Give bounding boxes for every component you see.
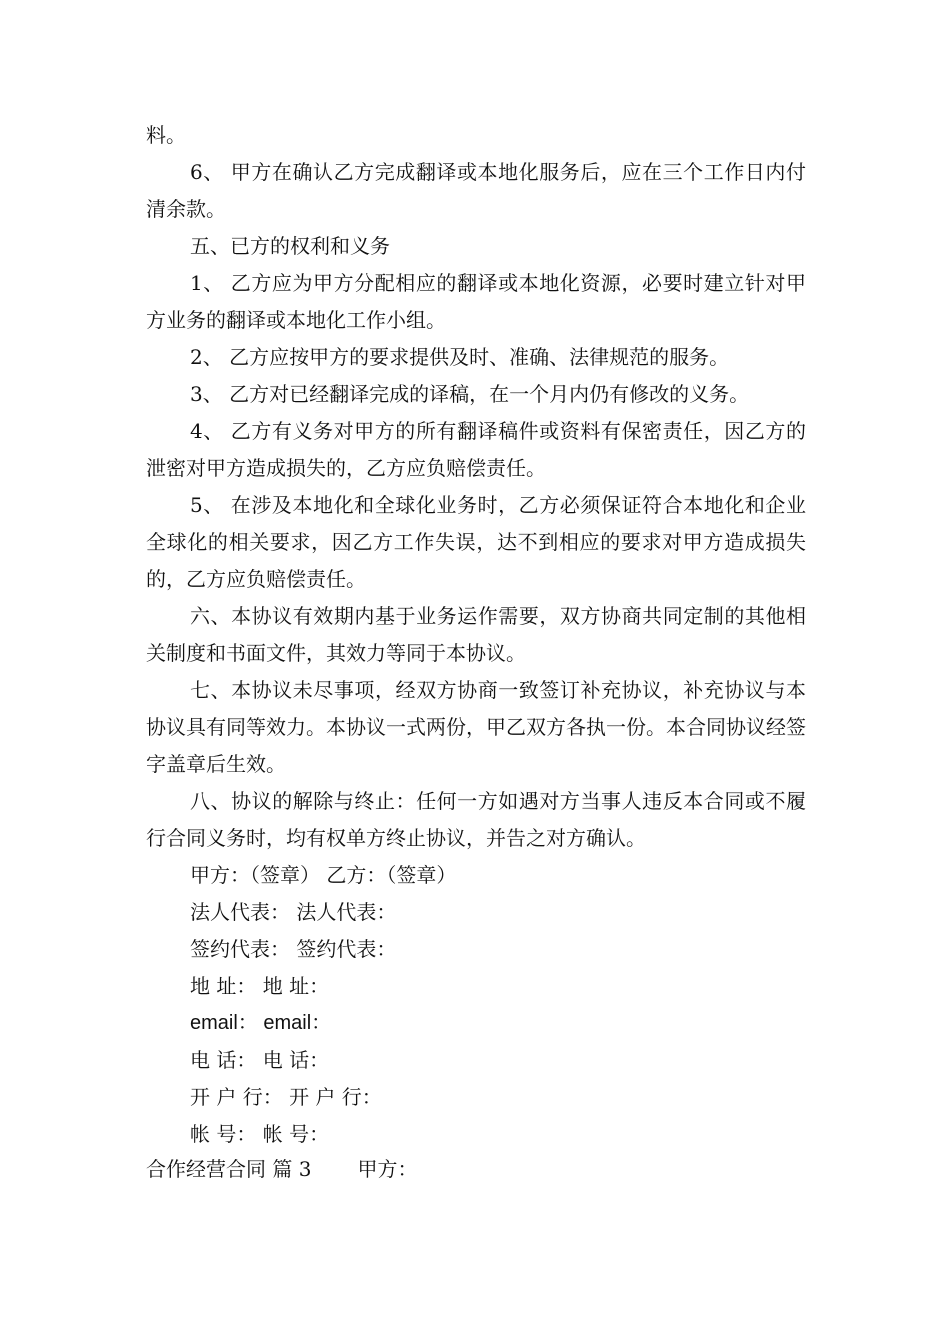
contract-body (146, 117, 806, 1153)
signature-address: 地 址： 地 址： (190, 974, 330, 998)
section-6: 六、本协议有效期内基于业务运作需要，双方协商共同定制的其他相关制度和书面文件，其效力等同于本协议。 (146, 604, 806, 665)
contract-title: 合作经营合同 篇 3 (146, 1157, 312, 1181)
signature-phone: 电 话： 电 话： (190, 1048, 330, 1072)
signature-signing-rep: 签约代表： 签约代表： (190, 937, 397, 961)
section-7: 七、本协议未尽事项，经双方协商一致签订补充协议，补充协议与本协议具有同等效力。本协议一式两份，甲乙双方各执一份。本合同协议经签字盖章后生效。 (146, 678, 806, 776)
paragraph-3: 1、 乙方应为甲方分配相应的翻译或本地化资源，必要时建立针对甲方业务的翻译或本地化工作小组。 (146, 271, 806, 332)
party-a-label: 甲方： (357, 1157, 418, 1181)
paragraph-4: 2、 乙方应按甲方的要求提供及时、准确、法律规范的服务。 (190, 345, 730, 369)
signature-seal-line: 甲方：（签章） 乙方：（签章） (190, 863, 457, 887)
paragraph-5: 3、 乙方对已经翻译完成的译稿，在一个月内仍有修改的义务。 (190, 382, 750, 406)
section-heading-5: 五、已方的权利和义务 (190, 234, 390, 258)
paragraph-7: 5、 在涉及本地化和全球化业务时，乙方必须保证符合本地化和企业全球化的相关要求，因乙方工作失误，达不到相应的要求对甲方造成损失的，乙方应负赔偿责任。 (146, 493, 806, 591)
signature-email: email： email： (190, 1012, 332, 1034)
section-8: 八、协议的解除与终止：任何一方如遇对方当事人违反本合同或不履行合同义务时，均有权单方终止协议，并告之对方确认。 (146, 789, 806, 850)
signature-account: 帐 号： 帐 号： (190, 1122, 330, 1146)
paragraph-6: 4、 乙方有义务对甲方的所有翻译稿件或资料有保密责任，因乙方的泄密对甲方造成损失的，乙方应负赔偿责任。 (146, 419, 806, 480)
signature-bank: 开 户 行： 开 户 行： (190, 1085, 382, 1109)
paragraph-1: 6、 甲方在确认乙方完成翻译或本地化服务后，应在三个工作日内付清余款。 (146, 160, 806, 221)
next-contract-heading (146, 1151, 417, 1188)
paragraph-0: 料。 (146, 123, 186, 147)
signature-legal-rep: 法人代表： 法人代表： (190, 900, 397, 924)
